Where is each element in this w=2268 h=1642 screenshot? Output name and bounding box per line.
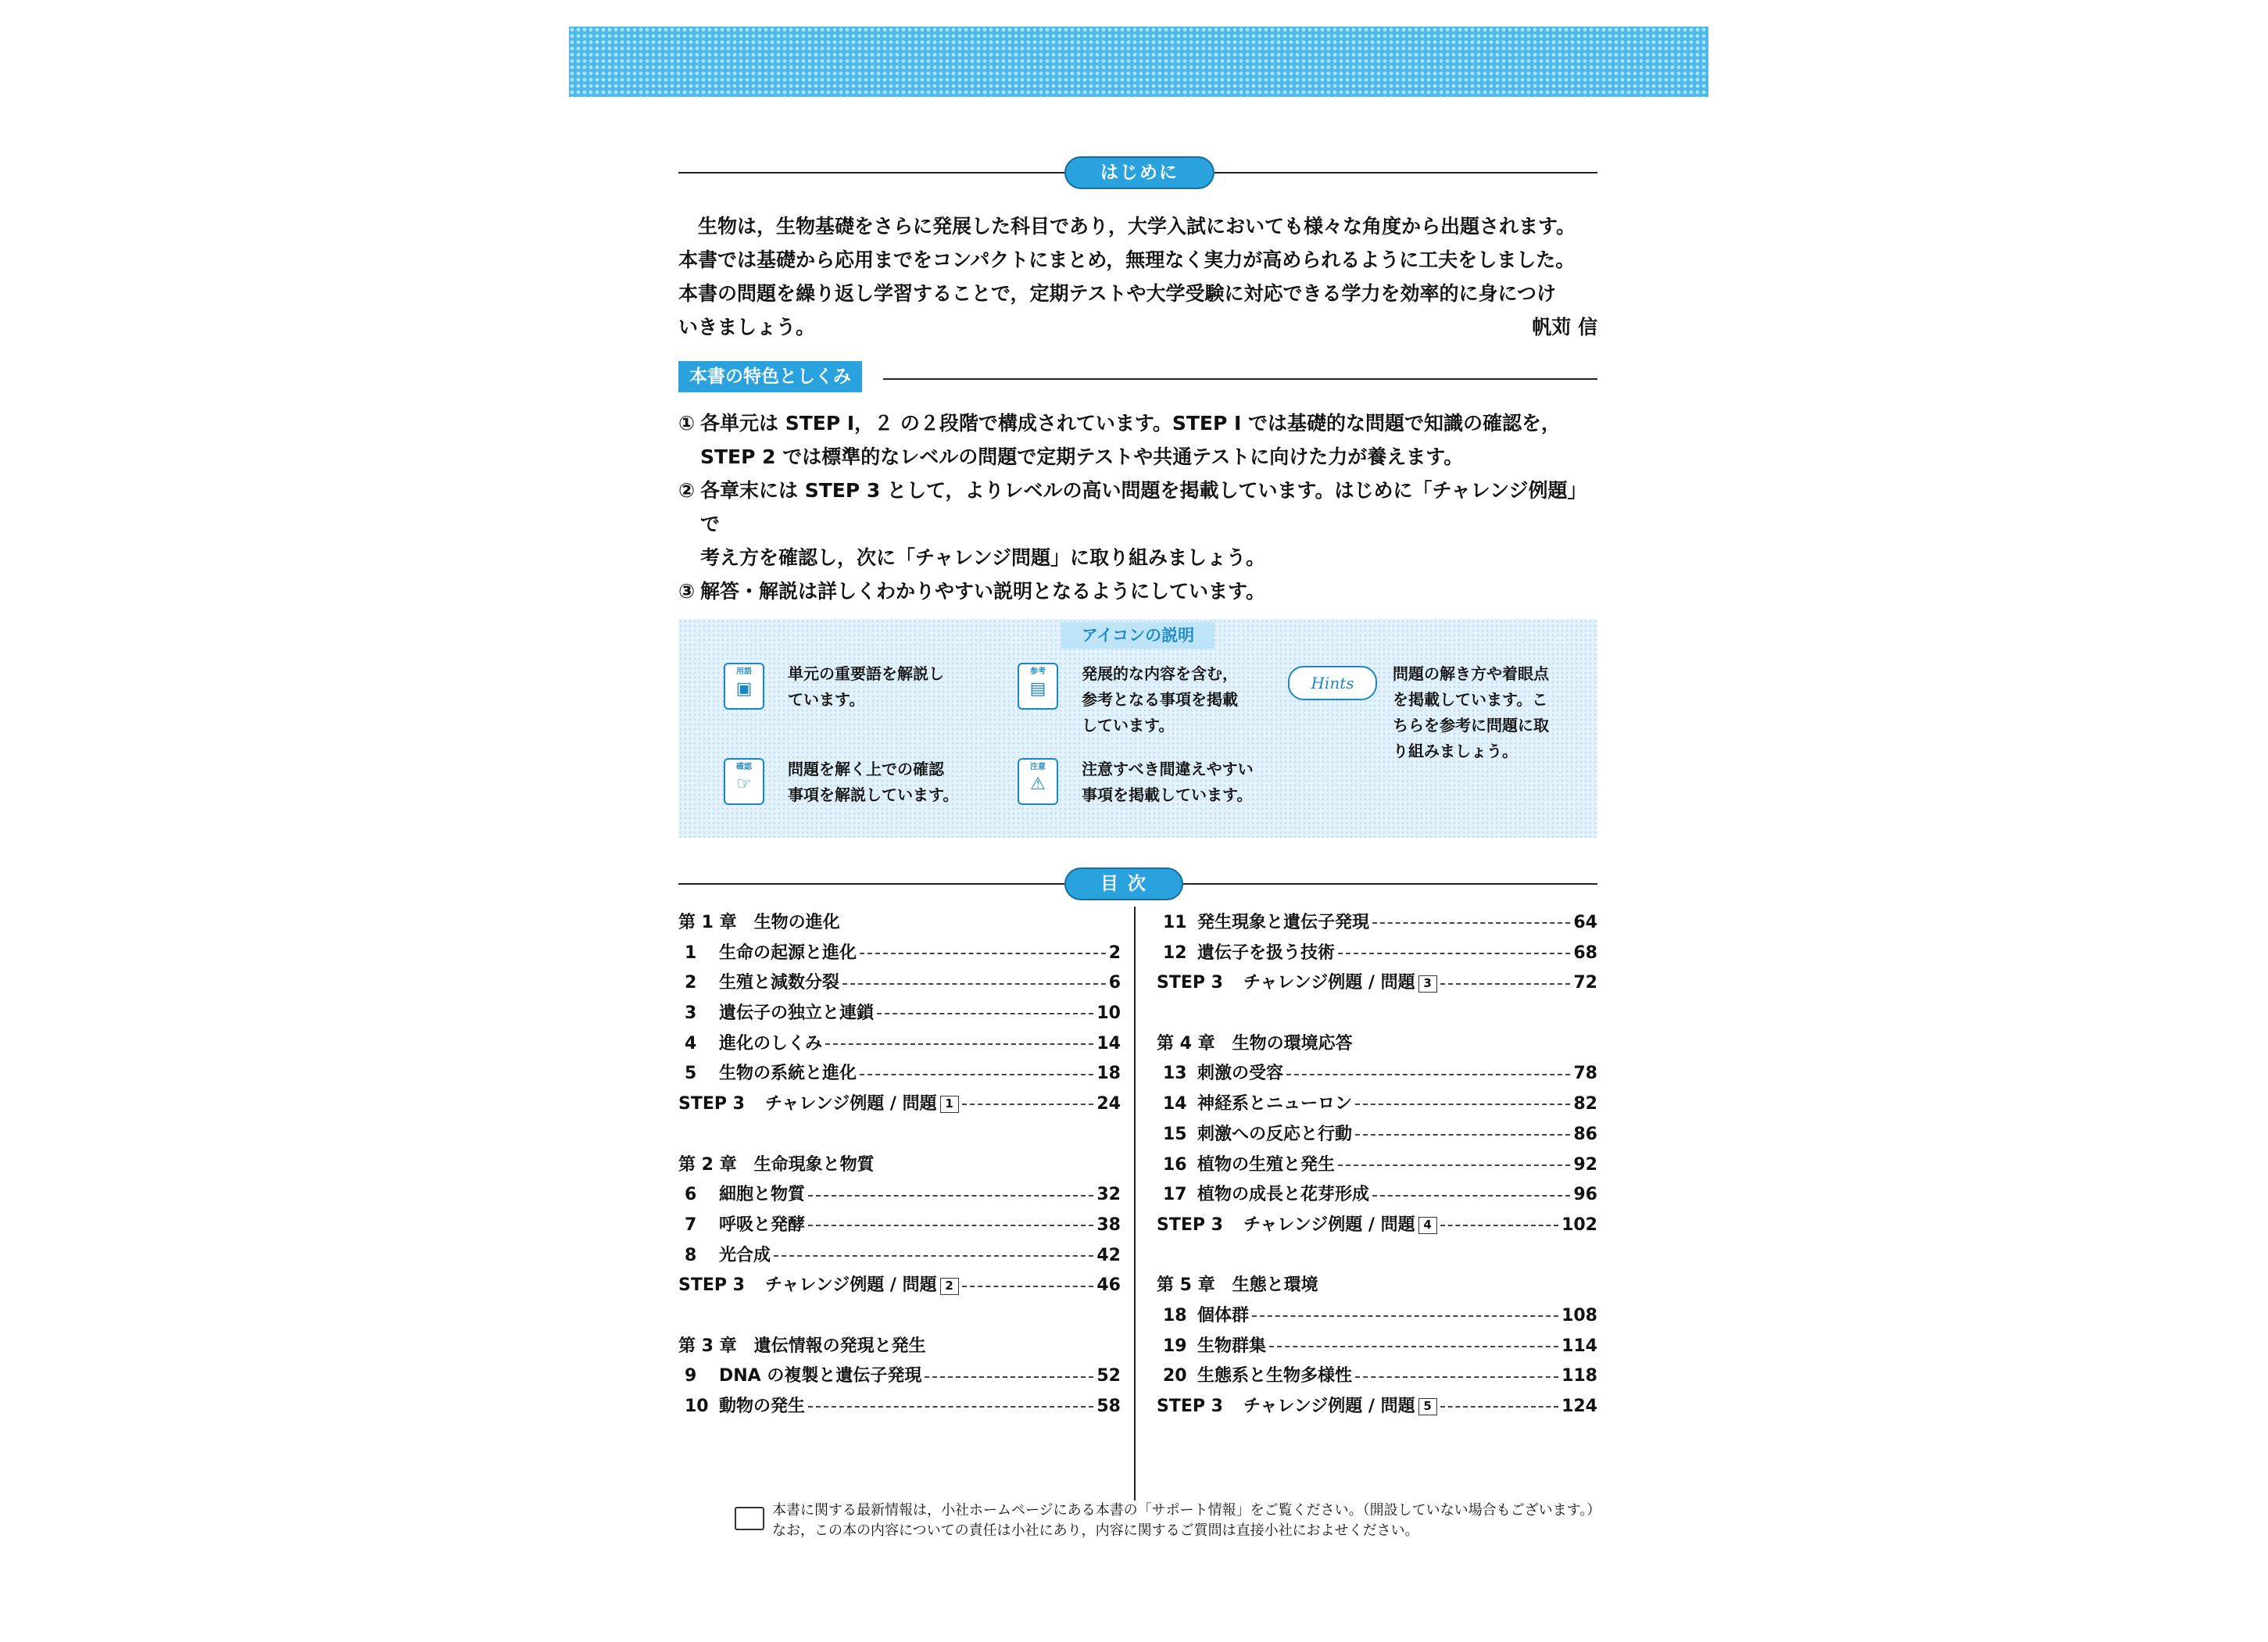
- desc-line: を掲載しています。こ: [1393, 690, 1548, 709]
- page-number: 118: [1561, 1366, 1597, 1386]
- toc-entry: [1157, 1332, 1597, 1362]
- entry-title: 刺激の受容: [1197, 1064, 1284, 1084]
- entry-title: DNA の複製と遺伝子発現: [719, 1366, 922, 1386]
- intro-line: 本書では基礎から応用までをコンパクトにまとめ，無理なく実力が高められるように工夫をしました。: [678, 249, 1576, 271]
- support-notice-line: 本書に関する最新情報は，小社ホームページにある本書の「サポート情報」をご覧ください。（開設していない場合もございます。）: [772, 1502, 1601, 1519]
- entry-title: 植物の成長と花芽形成: [1197, 1185, 1370, 1205]
- problem-set-number: 2: [940, 1278, 959, 1295]
- feature-text: 解答・解説は詳しくわかりやすい説明となるようにしています。: [700, 580, 1266, 603]
- intro-heading-bar: [678, 156, 1597, 189]
- feature-item: [678, 406, 1597, 440]
- entry-title: 呼吸と発酵: [719, 1215, 806, 1235]
- toc-entry: [678, 1241, 1121, 1272]
- leader-dots: [1355, 1104, 1570, 1105]
- entry-number: 14: [1163, 1094, 1187, 1114]
- page-number: 86: [1573, 1124, 1597, 1144]
- toc-entry: [678, 1392, 1121, 1422]
- divider: [883, 378, 1597, 380]
- leader-dots: [1286, 1074, 1570, 1075]
- leader-dots: [1440, 1406, 1558, 1408]
- toc-entry: [1157, 1059, 1597, 1089]
- intro-line: 生物は，生物基礎をさらに発展した科目であり，大学入試においても様々な角度から出題されます。: [698, 215, 1576, 238]
- reference-icon: [1018, 663, 1058, 710]
- leader-dots: [1269, 1346, 1558, 1347]
- toc-heading: 目 次: [1064, 868, 1183, 900]
- entry-number: 17: [1163, 1185, 1187, 1205]
- desc-line: 問題を解く上での確認: [788, 760, 944, 778]
- page-number: 38: [1096, 1215, 1121, 1235]
- entry-title: 個体群: [1197, 1305, 1250, 1325]
- author-name: 帆苅 信: [1532, 316, 1597, 338]
- page-number: 18: [1096, 1064, 1121, 1084]
- entry-number: 8: [685, 1245, 697, 1265]
- entry-number: 16: [1163, 1154, 1187, 1175]
- entry-title: 進化のしくみ: [719, 1033, 823, 1054]
- entry-number: 12: [1163, 943, 1187, 963]
- toc-entry: [1157, 1120, 1597, 1150]
- toc-entry: [1157, 939, 1597, 969]
- page-number: 2: [1108, 943, 1121, 963]
- toc-left-column: [678, 908, 1121, 1422]
- step-label: STEP 3: [1157, 1215, 1223, 1235]
- entry-title: 遺伝子の独立と連鎖: [719, 1003, 875, 1024]
- page-number: 64: [1573, 913, 1597, 932]
- leader-dots: [1355, 1134, 1570, 1136]
- feature-number: ②: [678, 479, 696, 502]
- entry-number: 5: [685, 1064, 697, 1084]
- desc-line: しています。: [1082, 716, 1175, 735]
- entry-number: 1: [685, 943, 697, 963]
- confirm-description: [788, 757, 958, 808]
- hints-description: [1393, 661, 1549, 764]
- entry-title: 生物の系統と進化: [719, 1064, 857, 1084]
- step-label: STEP 3: [1157, 973, 1223, 993]
- support-notice: [735, 1501, 1601, 1541]
- feature-text-cont: STEP 2 では標準的なレベルの問題で定期テストや共通テストに向けた力が養えます。: [700, 445, 1464, 468]
- problem-set-number: 5: [1418, 1398, 1437, 1415]
- feature-text-cont: 考え方を確認し，次に「チャレンジ問題」に取り組みましょう。: [700, 546, 1266, 569]
- table-of-contents: [678, 868, 1597, 1416]
- toc-right-column: [1157, 908, 1597, 1422]
- leader-dots: [842, 983, 1106, 985]
- entry-number: 19: [1163, 1336, 1187, 1356]
- intro-heading: はじめに: [1064, 156, 1214, 189]
- desc-line: 事項を掲載しています。: [1082, 785, 1253, 804]
- entry-number: 15: [1163, 1124, 1187, 1144]
- leader-dots: [1355, 1376, 1558, 1378]
- page-number: 58: [1096, 1397, 1121, 1416]
- leader-dots: [808, 1225, 1093, 1226]
- page-content: [678, 156, 1597, 1416]
- toc-step-entry: [1157, 968, 1597, 999]
- page-number: 52: [1096, 1366, 1121, 1386]
- entry-title: 動物の発生: [719, 1397, 806, 1416]
- entry-title: 光合成: [719, 1245, 771, 1265]
- leader-dots: [860, 953, 1106, 954]
- page-number: 92: [1573, 1154, 1597, 1175]
- glossary-icon-tag: 用語: [736, 667, 752, 676]
- leader-dots: [962, 1104, 1094, 1105]
- chapter-title: 第 2 章 生命現象と物質: [678, 1154, 875, 1175]
- chapter-heading: [1157, 1271, 1597, 1301]
- confirm-icon: [724, 758, 764, 805]
- entry-number: 20: [1163, 1366, 1187, 1386]
- page-number: 82: [1573, 1094, 1597, 1114]
- leader-dots: [860, 1074, 1093, 1075]
- entry-number: 18: [1163, 1305, 1187, 1325]
- caution-icon: [1018, 758, 1058, 805]
- leader-dots: [962, 1286, 1094, 1287]
- page-number: 42: [1096, 1245, 1121, 1265]
- toc-entry: [1157, 1180, 1597, 1211]
- page-number: 32: [1096, 1185, 1121, 1205]
- chapter-title: 第 1 章 生物の進化: [678, 913, 840, 932]
- toc-entry: [678, 1211, 1121, 1241]
- toc-entry: [678, 1361, 1121, 1392]
- confirm-icon-tag: 確認: [736, 763, 752, 771]
- entry-title: チャレンジ例題 / 問題: [1243, 1215, 1415, 1235]
- entry-number: 2: [685, 973, 697, 993]
- entry-title: チャレンジ例題 / 問題: [764, 1094, 937, 1114]
- page-number: 6: [1108, 973, 1121, 993]
- entry-title: 生殖と減数分裂: [719, 973, 840, 993]
- entry-title: 生命の起源と進化: [719, 943, 857, 963]
- reference-description: [1082, 661, 1238, 739]
- feature-text: 各単元は STEP Ⅰ，２ の２段階で構成されています。STEP Ⅰ では基礎的な問題で知識の確認を，: [700, 412, 1561, 435]
- page-number: 46: [1096, 1275, 1121, 1296]
- toc-step-entry: [1157, 1211, 1597, 1241]
- entry-title: 神経系とニューロン: [1197, 1094, 1353, 1114]
- page-number: 114: [1561, 1336, 1597, 1356]
- entry-title: チャレンジ例題 / 問題: [1243, 973, 1415, 993]
- toc-entry: [678, 968, 1121, 999]
- leader-dots: [1372, 1195, 1570, 1197]
- step-label: STEP 3: [1157, 1397, 1223, 1416]
- leader-dots: [808, 1406, 1093, 1408]
- toc-step-entry: [678, 1271, 1121, 1301]
- pointing-hand-icon: ☞: [736, 774, 752, 794]
- entry-number: 9: [685, 1366, 697, 1386]
- page-number: 24: [1096, 1094, 1121, 1114]
- entry-number: 13: [1163, 1064, 1187, 1084]
- leader-dots: [774, 1255, 1093, 1257]
- page-number: 78: [1573, 1064, 1597, 1084]
- chapter-heading: [678, 1332, 1121, 1362]
- page-number: 124: [1561, 1397, 1597, 1416]
- leader-dots: [925, 1376, 1093, 1378]
- toc-spacer: [1157, 999, 1597, 1029]
- entry-title: チャレンジ例題 / 問題: [764, 1275, 937, 1296]
- page-number: 108: [1561, 1305, 1597, 1325]
- feature-item: [678, 574, 1597, 608]
- entry-title: 生物群集: [1197, 1336, 1267, 1356]
- step-label: STEP 3: [678, 1275, 745, 1296]
- desc-line: 発展的な内容を含む，: [1082, 664, 1238, 683]
- feature-text: 各章末には STEP 3 として，よりレベルの高い問題を掲載しています。はじめに「チャレンジ例題」で: [700, 479, 1587, 535]
- features-list: [678, 406, 1597, 608]
- caution-description: [1082, 757, 1254, 808]
- caution-icon-tag: 注意: [1030, 763, 1046, 771]
- toc-entry: [1157, 908, 1597, 939]
- toc-entry: [678, 939, 1121, 969]
- feature-item: [678, 474, 1597, 541]
- entry-number: 6: [685, 1185, 697, 1205]
- desc-line: 事項を解説しています。: [788, 785, 959, 804]
- desc-line: 問題の解き方や着眼点: [1393, 664, 1549, 683]
- glossary-icon: [724, 663, 764, 710]
- chapter-heading: [678, 908, 1121, 939]
- book-icon: ▣: [735, 679, 753, 699]
- toc-step-entry: [678, 1089, 1121, 1120]
- toc-entry: [1157, 1089, 1597, 1120]
- intro-line: 本書の問題を繰り返し学習することで，定期テストや大学受験に対応できる学力を効率的に身につけ: [678, 282, 1557, 305]
- desc-line: ています。: [788, 690, 865, 709]
- problem-set-number: 1: [940, 1096, 959, 1113]
- computer-icon: [735, 1507, 764, 1530]
- entry-title: 遺伝子を扱う技術: [1197, 943, 1336, 963]
- features-heading: 本書の特色としくみ: [678, 361, 862, 392]
- leader-dots: [1440, 1225, 1558, 1226]
- page-number: 96: [1573, 1185, 1597, 1205]
- entry-number: 7: [685, 1215, 697, 1235]
- leader-dots: [1440, 983, 1571, 985]
- problem-set-number: 3: [1418, 975, 1437, 993]
- step-label: STEP 3: [678, 1094, 745, 1114]
- toc-heading-bar: [678, 868, 1597, 900]
- column-divider: [1134, 907, 1136, 1501]
- page-number: 68: [1573, 943, 1597, 963]
- page-number: 14: [1096, 1033, 1121, 1054]
- leader-dots: [1338, 953, 1570, 954]
- warning-triangle-icon: ⚠: [1030, 774, 1046, 794]
- page-number: 10: [1096, 1003, 1121, 1024]
- leader-dots: [1338, 1164, 1570, 1166]
- open-book-icon: ▤: [1029, 679, 1046, 699]
- entry-number: 10: [685, 1397, 709, 1416]
- hints-icon: Hints: [1288, 666, 1377, 700]
- glossary-description: [788, 661, 944, 713]
- problem-set-number: 4: [1418, 1217, 1437, 1234]
- toc-entry: [678, 1059, 1121, 1089]
- toc-spacer: [1157, 1241, 1597, 1272]
- header-banner: [569, 27, 1708, 97]
- toc-entry: [1157, 1361, 1597, 1392]
- chapter-title: 第 3 章 遺伝情報の発現と発生: [678, 1336, 926, 1356]
- desc-line: り組みましょう。: [1393, 742, 1518, 760]
- entry-title: 刺激への反応と行動: [1197, 1124, 1353, 1144]
- leader-dots: [1252, 1315, 1558, 1317]
- desc-line: ちらを参考に問題に取: [1393, 716, 1549, 735]
- chapter-title: 第 5 章 生態と環境: [1157, 1275, 1318, 1296]
- intro-text: [678, 209, 1597, 344]
- chapter-title: 第 4 章 生物の環境応答: [1157, 1033, 1353, 1054]
- leader-dots: [1372, 922, 1570, 924]
- chapter-heading: [678, 1150, 1121, 1181]
- feature-number: ③: [678, 580, 696, 603]
- toc-entry: [1157, 1150, 1597, 1181]
- leader-dots: [825, 1043, 1093, 1045]
- entry-number: 3: [685, 1003, 697, 1024]
- page-number: 102: [1561, 1215, 1597, 1235]
- chapter-heading: [1157, 1029, 1597, 1060]
- toc-step-entry: [1157, 1392, 1597, 1422]
- page-number: 72: [1573, 973, 1597, 993]
- icon-legend-title: アイコンの説明: [1061, 622, 1214, 649]
- toc-spacer: [678, 1301, 1121, 1332]
- reference-icon-tag: 参考: [1030, 667, 1046, 676]
- icon-legend-box: [678, 619, 1597, 838]
- toc-entry: [678, 1180, 1121, 1211]
- entry-title: 細胞と物質: [719, 1185, 806, 1205]
- toc-spacer: [678, 1120, 1121, 1150]
- toc-entry: [678, 1029, 1121, 1060]
- desc-line: 参考となる事項を掲載: [1082, 690, 1238, 709]
- entry-number: 4: [685, 1033, 697, 1054]
- desc-line: 単元の重要語を解説し: [788, 664, 944, 683]
- entry-title: 発生現象と遺伝子発現: [1197, 913, 1370, 932]
- leader-dots: [808, 1195, 1093, 1197]
- support-notice-line: なお，この本の内容についての責任は小社にあり，内容に関するご質問は直接小社におよせください。: [772, 1522, 1419, 1539]
- entry-title: チャレンジ例題 / 問題: [1243, 1397, 1415, 1416]
- toc-entry: [678, 999, 1121, 1029]
- desc-line: 注意すべき間違えやすい: [1082, 760, 1254, 778]
- entry-number: 11: [1163, 913, 1187, 932]
- entry-title: 生態系と生物多様性: [1197, 1366, 1353, 1386]
- features-heading-bar: [678, 361, 1597, 392]
- toc-entry: [1157, 1301, 1597, 1332]
- intro-line: いきましょう。: [678, 316, 816, 338]
- leader-dots: [877, 1013, 1093, 1014]
- feature-number: ①: [678, 412, 696, 435]
- entry-title: 植物の生殖と発生: [1197, 1154, 1336, 1175]
